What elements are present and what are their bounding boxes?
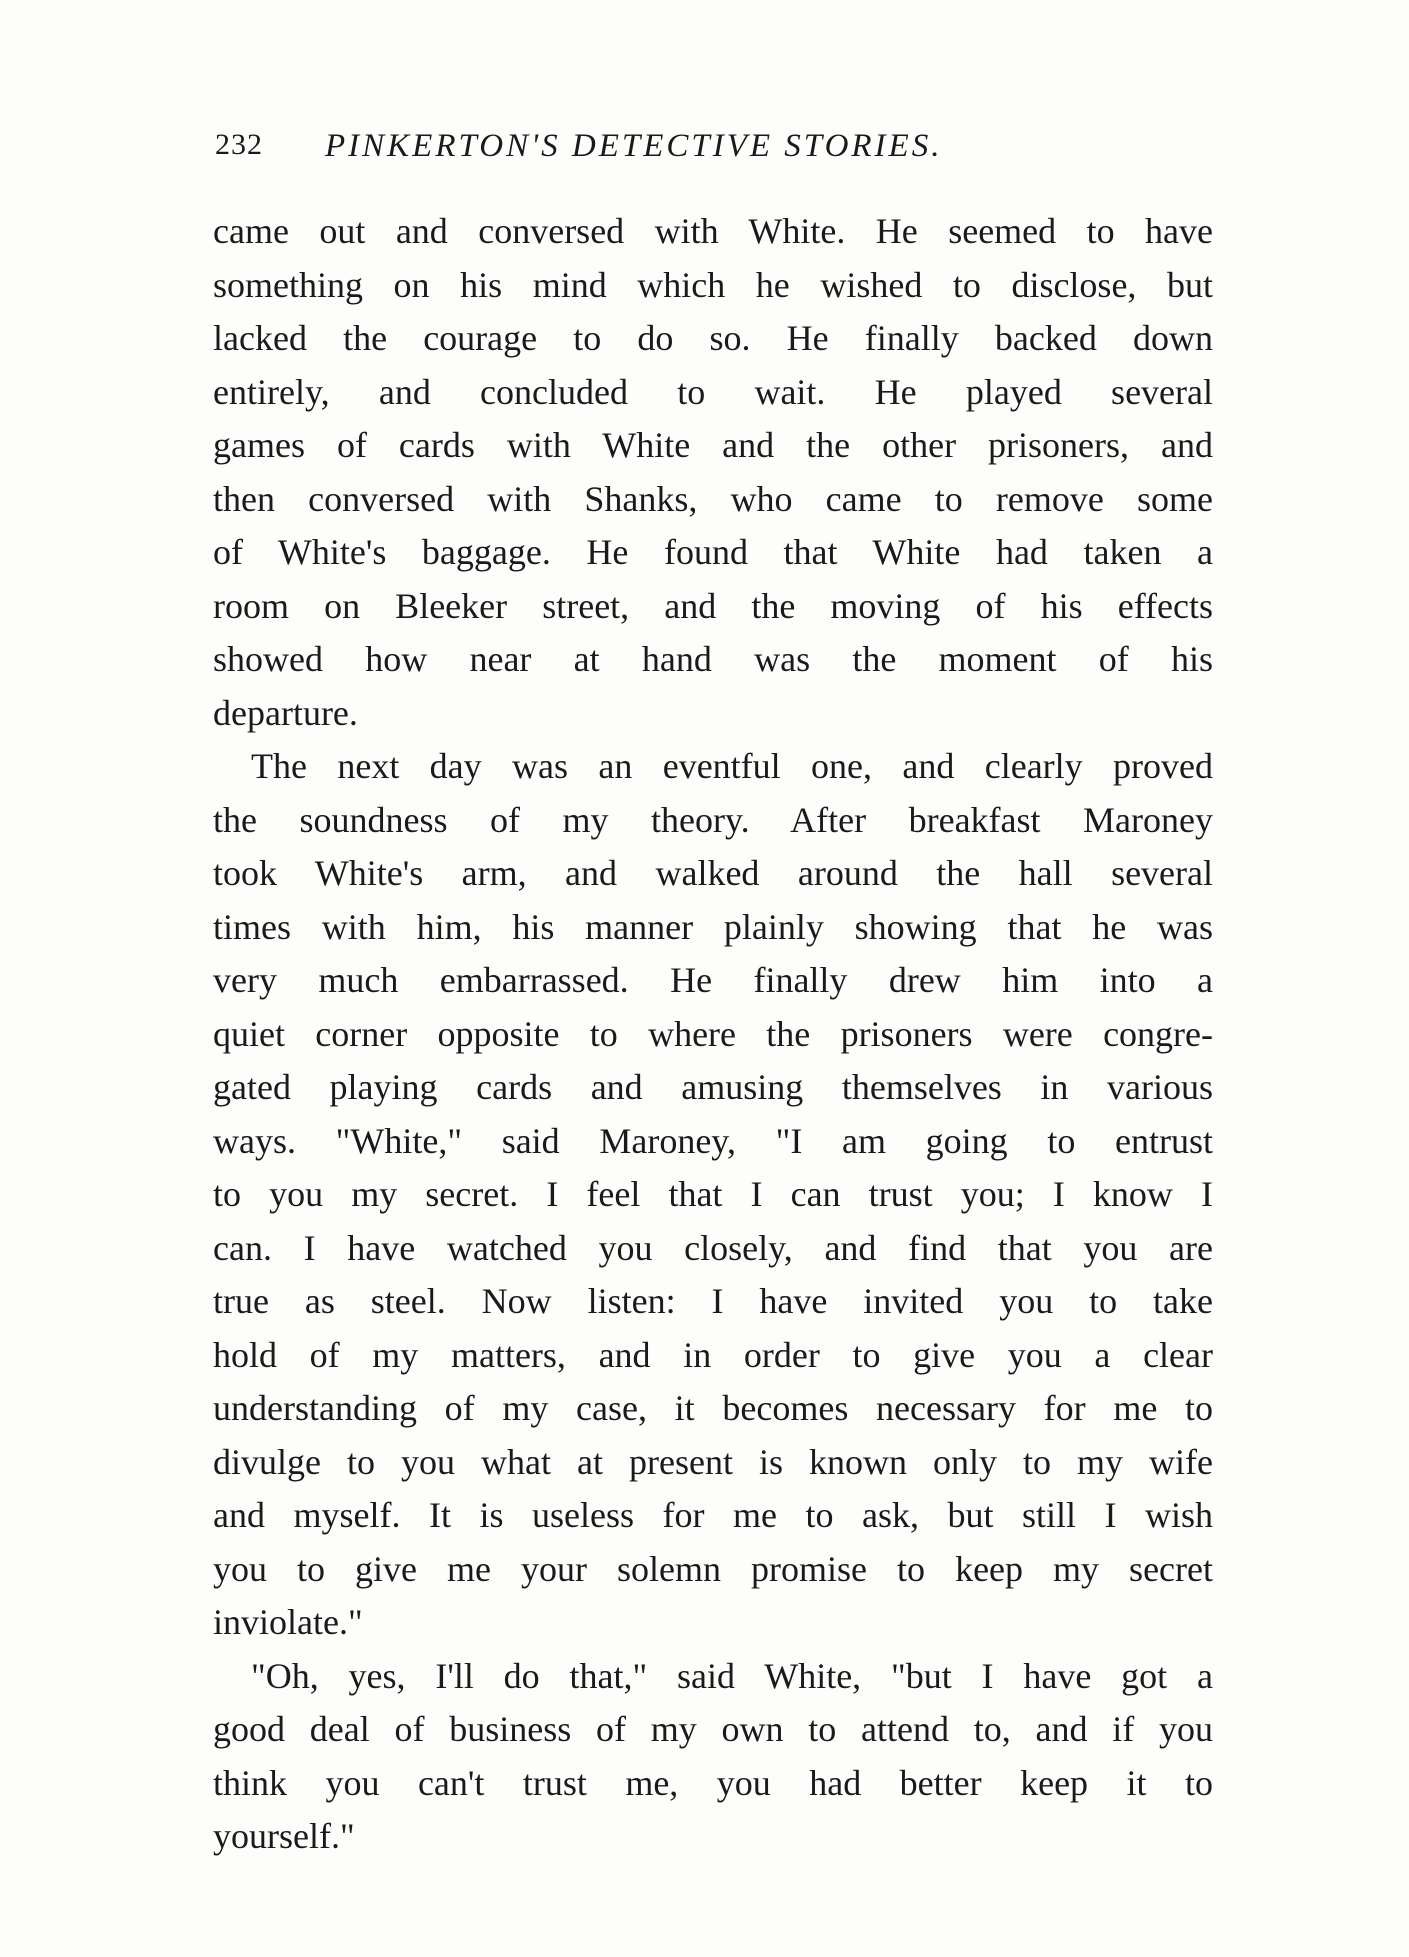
paragraph-2	[213, 740, 1213, 1650]
text-line: The next day was an eventful one, and clearly proved	[251, 746, 1213, 786]
text-line: very much embarrassed. He finally drew him into a	[213, 960, 1213, 1000]
paragraph-3	[213, 1650, 1213, 1864]
running-title: PINKERTON'S DETECTIVE STORIES.	[325, 128, 943, 164]
text-line: quiet corner opposite to where the prisoners were congre-	[213, 1013, 1213, 1054]
text-line: "Oh, yes, I'll do that," said White, "but I have got a	[251, 1655, 1213, 1696]
text-line: yourself."	[213, 1816, 355, 1856]
text-line: took White's arm, and walked around the hall several	[213, 853, 1213, 893]
text-line: can. I have watched you closely, and find that you are	[213, 1227, 1213, 1268]
text-line: true as steel. Now listen: I have invited you to take	[213, 1281, 1213, 1321]
text-line: showed how near at hand was the moment of his	[213, 639, 1213, 679]
text-line: then conversed with Shanks, who came to remove some	[213, 478, 1213, 519]
text-line: gated playing cards and amusing themselves in various	[213, 1067, 1213, 1107]
text-line: and myself. It is useless for me to ask, but still I wish	[213, 1495, 1213, 1535]
text-line: ways. "White," said Maroney, "I am going to entrust	[213, 1120, 1213, 1161]
text-line: to you my secret. I feel that I can trust you; I know I	[213, 1174, 1213, 1214]
page-header	[215, 128, 1215, 168]
text-line: lacked the courage to do so. He finally backed down	[213, 318, 1213, 358]
text-line: divulge to you what at present is known only to my wife	[213, 1441, 1213, 1482]
text-line: departure.	[213, 692, 358, 733]
text-line: entirely, and concluded to wait. He played several	[213, 371, 1213, 412]
text-line: the soundness of my theory. After breakfast Maroney	[213, 799, 1213, 840]
text-line: you to give me your solemn promise to keep my secret	[213, 1548, 1213, 1589]
text-line: understanding of my case, it becomes necessary for me to	[213, 1388, 1213, 1428]
text-line: of White's baggage. He found that White had taken a	[213, 532, 1213, 572]
text-line: times with him, his manner plainly showing that he was	[213, 906, 1213, 947]
body-text	[213, 205, 1213, 1864]
text-line: good deal of business of my own to attend to, and if you	[213, 1709, 1213, 1749]
text-line: room on Bleeker street, and the moving of his effects	[213, 585, 1213, 626]
text-line: hold of my matters, and in order to give you a clear	[213, 1334, 1213, 1375]
page-number: 232	[215, 128, 263, 161]
paragraph-1	[213, 205, 1213, 740]
text-line: came out and conversed with White. He seemed to have	[213, 211, 1213, 251]
text-line: something on his mind which he wished to disclose, but	[213, 264, 1213, 305]
text-line: inviolate."	[213, 1602, 363, 1642]
text-line: think you can't trust me, you had better keep it to	[213, 1762, 1213, 1803]
text-line: games of cards with White and the other prisoners, and	[213, 425, 1213, 465]
